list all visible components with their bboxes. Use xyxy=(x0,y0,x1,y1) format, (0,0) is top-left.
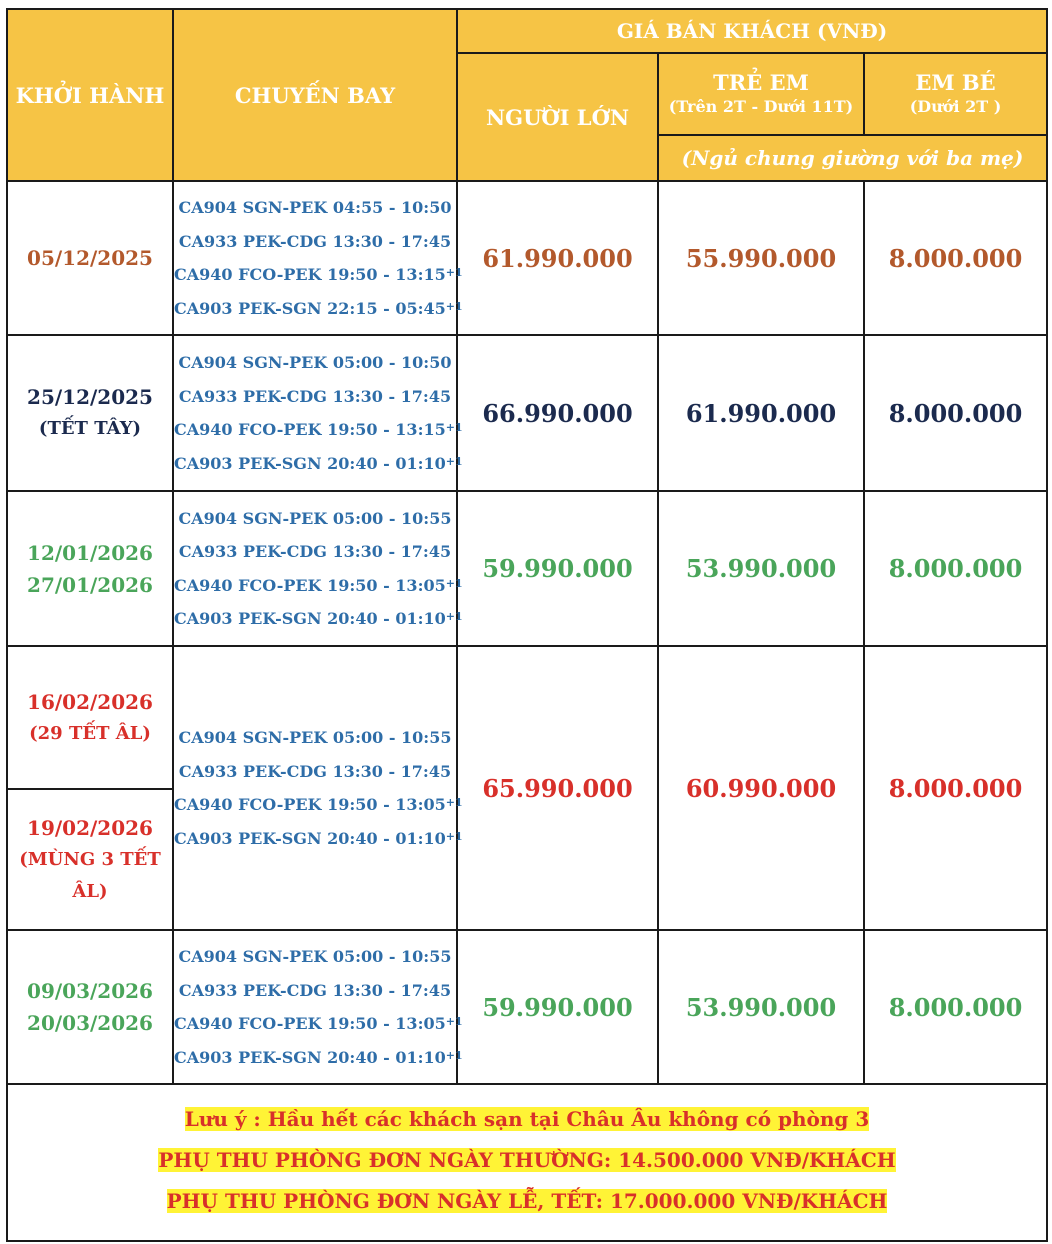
header-child xyxy=(658,53,864,135)
notes-row xyxy=(7,1084,1047,1241)
header-child-note: (Trên 2T - Dưới 11T) xyxy=(668,97,854,116)
flight-line: CA933 PEK-CDG 13:30 - 17:45 xyxy=(178,231,452,251)
departure-date xyxy=(7,181,173,335)
table-row xyxy=(7,335,1047,491)
header-infant-title: EM BÉ xyxy=(915,70,996,95)
departure-date xyxy=(7,646,173,789)
tour-price-table xyxy=(6,8,1048,1242)
child-price: 61.990.000 xyxy=(658,335,864,491)
flight-line: CA903 PEK-SGN 22:15 - $05:45^{+1}$ xyxy=(174,298,463,318)
flight-line: CA904 SGN-PEK 04:55 - 10:50 xyxy=(178,198,452,217)
table-row xyxy=(7,181,1047,335)
infant-price: 8.000.000 xyxy=(864,491,1047,646)
flight-list xyxy=(173,491,463,646)
note-line: PHỤ THU PHÒNG ĐƠN NGÀY LỄ, TẾT: 17.000.000 VNĐ/KHÁCH xyxy=(166,1189,888,1213)
header-flight: CHUYẾN BAY xyxy=(173,9,457,181)
date-1: 05/12/2025 xyxy=(27,246,153,270)
flight-line: CA904 SGN-PEK 05:00 - 10:55 xyxy=(178,947,452,966)
header-child-title: TRẺ EM xyxy=(713,70,809,95)
departure-date xyxy=(7,789,173,930)
flight-list xyxy=(173,646,463,930)
table-row xyxy=(7,646,1047,789)
date-1: 16/02/2026 xyxy=(27,689,153,714)
surcharge-notes xyxy=(7,1084,1047,1241)
adult-price: 59.990.000 xyxy=(457,491,658,646)
header-sleep-note: (Ngủ chung giường với ba mẹ) xyxy=(658,135,1047,181)
table-row xyxy=(7,930,1047,1084)
flight-line: CA904 SGN-PEK 05:00 - 10:55 xyxy=(178,728,452,747)
date-1-note: (29 TẾT ÂL) xyxy=(29,722,151,744)
table-row xyxy=(7,491,1047,646)
flight-line: CA940 FCO-PEK 19:50 - $13:05^{+1}$ xyxy=(174,575,463,595)
note-line: PHỤ THU PHÒNG ĐƠN NGÀY THƯỜNG: 14.500.000 VNĐ/KHÁCH xyxy=(158,1148,896,1172)
adult-price: 61.990.000 xyxy=(457,181,658,335)
header-adult: NGƯỜI LỚN xyxy=(457,53,658,181)
child-price: 53.990.000 xyxy=(658,930,864,1084)
flight-line: CA933 PEK-CDG 13:30 - 17:45 xyxy=(178,980,452,1000)
flight-line: CA933 PEK-CDG 13:30 - 17:45 xyxy=(178,761,452,781)
date-1: 12/01/2026 xyxy=(27,540,153,565)
date-2-note: (MÙNG 3 TẾT ÂL) xyxy=(19,848,161,902)
departure-date xyxy=(7,930,173,1084)
adult-price: 65.990.000 xyxy=(457,646,658,930)
flight-line: CA903 PEK-SGN 20:40 - $01:10^{+1}$ xyxy=(174,828,463,848)
flight-line: CA940 FCO-PEK 19:50 - $13:05^{+1}$ xyxy=(174,795,463,814)
infant-price: 8.000.000 xyxy=(864,181,1047,335)
adult-price: 59.990.000 xyxy=(457,930,658,1084)
flight-list xyxy=(173,930,463,1084)
header-infant-note: (Dưới 2T ) xyxy=(909,97,1002,116)
infant-price: 8.000.000 xyxy=(864,335,1047,491)
departure-date xyxy=(7,491,173,646)
flight-list xyxy=(173,335,463,491)
date-2: 27/01/2026 xyxy=(27,572,153,597)
header-price-group: GIÁ BÁN KHÁCH (VNĐ) xyxy=(457,9,1047,53)
flight-line: CA940 FCO-PEK 19:50 - $13:15^{+1}$ xyxy=(174,420,463,439)
header-departure: KHỞI HÀNH xyxy=(7,9,173,181)
date-2: 19/02/2026 xyxy=(27,815,153,840)
child-price: 55.990.000 xyxy=(658,181,864,335)
flight-line: CA904 SGN-PEK 05:00 - 10:50 xyxy=(178,353,452,372)
flight-line: CA904 SGN-PEK 05:00 - 10:55 xyxy=(178,508,452,528)
flight-list xyxy=(173,181,463,335)
infant-price: 8.000.000 xyxy=(864,930,1047,1084)
flight-line: CA940 FCO-PEK 19:50 - $13:05^{+1}$ xyxy=(174,1014,463,1033)
flight-line: CA903 PEK-SGN 20:40 - $01:10^{+1}$ xyxy=(174,1047,463,1067)
infant-price: 8.000.000 xyxy=(864,646,1047,930)
flight-line: CA933 PEK-CDG 13:30 - 17:45 xyxy=(178,386,452,406)
flight-line: CA903 PEK-SGN 20:40 - $01:10^{+1}$ xyxy=(174,453,463,473)
header-infant xyxy=(864,53,1047,135)
note-line: Lưu ý : Hầu hết các khách sạn tại Châu Âu không có phòng 3 xyxy=(184,1107,870,1131)
child-price: 60.990.000 xyxy=(658,646,864,930)
date-1-note: (TẾT TÂY) xyxy=(38,418,142,439)
date-1: 09/03/2026 xyxy=(27,979,153,1003)
child-price: 53.990.000 xyxy=(658,491,864,646)
flight-line: CA940 FCO-PEK 19:50 - $13:15^{+1}$ xyxy=(174,265,463,284)
date-2: 20/03/2026 xyxy=(27,1011,153,1035)
adult-price: 66.990.000 xyxy=(457,335,658,491)
departure-date xyxy=(7,335,173,491)
flight-line: CA933 PEK-CDG 13:30 - 17:45 xyxy=(178,542,452,561)
date-1: 25/12/2025 xyxy=(27,385,153,409)
flight-line: CA903 PEK-SGN 20:40 - $01:10^{+1}$ xyxy=(174,609,463,628)
